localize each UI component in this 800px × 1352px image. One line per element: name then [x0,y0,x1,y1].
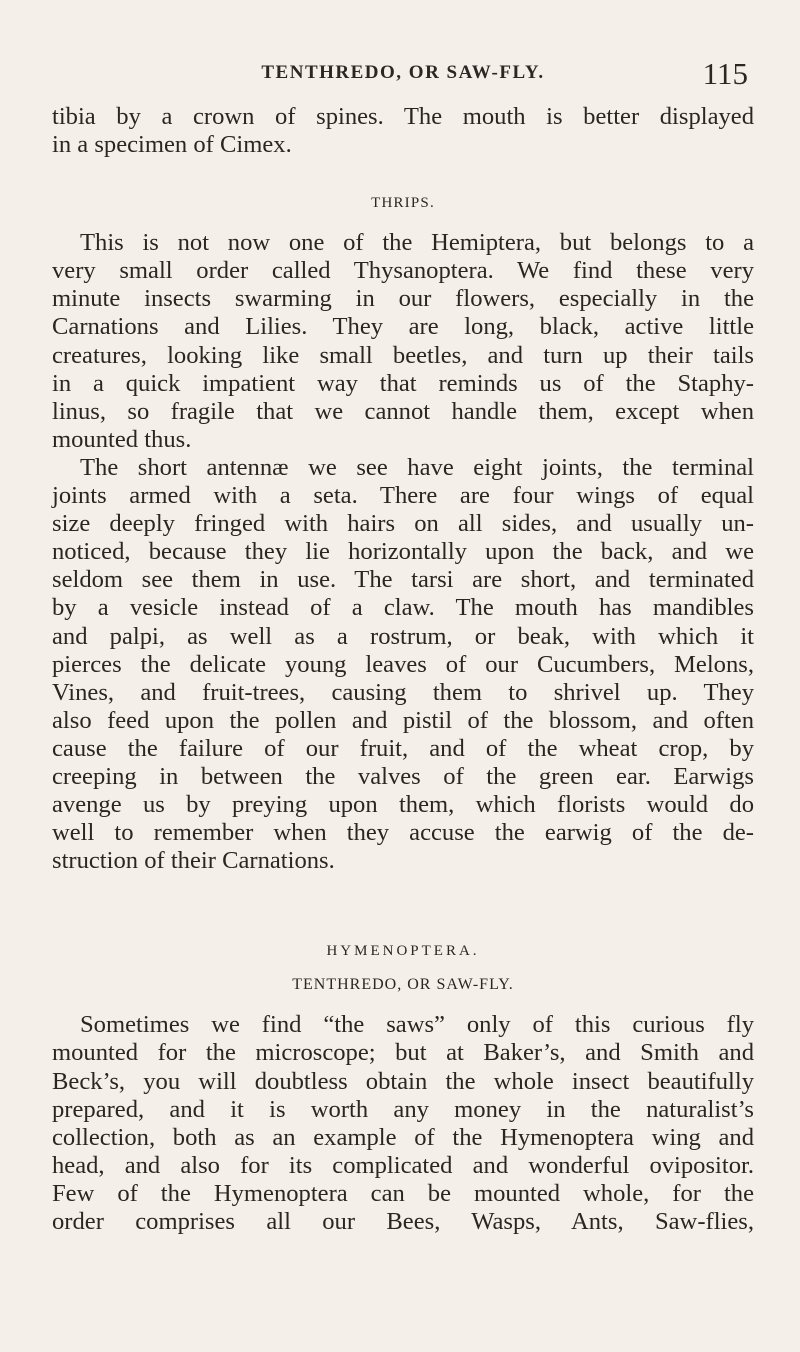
text-line: and palpi, as well as a rostrum, or beak, with which it [52,622,754,650]
text-line: mounted for the microscope; but at Baker’s, and Smith and [52,1039,754,1067]
text-line: Sometimes we find “the saws” only of this curious fly [80,1011,754,1039]
text-line: Vines, and fruit-trees, causing them to shrivel up. They [52,678,754,706]
text-line: mounted thus. [52,425,192,453]
text-line: collection, both as an example of the Hymenoptera wing and [52,1123,754,1151]
text-line: prepared, and it is worth any money in the naturalist’s [52,1095,754,1123]
body-text [52,103,754,1236]
text-line: order comprises all our Bees, Wasps, Ants, Saw-flies, [52,1208,754,1235]
intro-paragraph [52,103,754,159]
hymenoptera-paragraph-1 [52,1011,754,1236]
text-line: cause the failure of our fruit, and of the wheat crop, by [52,734,754,762]
text-line: linus, so fragile that we cannot handle them, except when [52,397,754,425]
text-line: noticed, because they lie horizontally upon the back, and we [52,538,754,566]
section-heading-thrips: THRIPS. [371,195,435,212]
text-line: pierces the delicate young leaves of our Cucumbers, Melons, [52,650,754,678]
text-line: joints armed with a seta. There are four wings of equal [52,482,754,510]
subsection-heading-tenthredo: TENTHREDO, OR SAW-FLY. [292,976,514,994]
thrips-paragraph-2 [52,454,754,875]
text-line: Beck’s, you will doubtless obtain the whole insect beautifully [52,1067,754,1095]
text-line: minute insects swarming in our flowers, especially in the [52,285,754,313]
text-line: tibia by a crown of spines. The mouth is better displayed [52,103,754,130]
running-title: TENTHREDO, OR SAW-FLY. [261,62,545,83]
text-line: creeping in between the valves of the green ear. Earwigs [52,762,754,790]
text-line: This is not now one of the Hemiptera, but belongs to a [80,229,754,257]
text-line: struction of their Carnations. [52,847,335,875]
section-heading-hymenoptera: HYMENOPTERA. [326,943,480,960]
text-line: seldom see them in use. The tarsi are short, and terminated [52,566,754,594]
text-line: well to remember when they accuse the earwig of the de- [52,819,754,847]
text-line: Carnations and Lilies. They are long, black, active little [52,313,754,341]
text-line: creatures, looking like small beetles, and turn up their tails [52,341,754,369]
text-line: Few of the Hymenoptera can be mounted whole, for the [52,1179,754,1207]
text-line: size deeply fringed with hairs on all sides, and usually un- [52,510,754,538]
text-line: in a quick impatient way that reminds us of the Staphy- [52,369,754,397]
text-line: avenge us by preying upon them, which florists would do [52,791,754,819]
text-line: The short antennæ we see have eight joints, the terminal [80,453,754,481]
text-line: also feed upon the pollen and pistil of the blossom, and often [52,706,754,734]
thrips-paragraph-1 [52,229,754,454]
running-head [52,56,754,92]
text-line: in a specimen of Cimex. [52,131,292,159]
text-line: very small order called Thysanoptera. We find these very [52,257,754,285]
text-line: head, and also for its complicated and wonderful ovipositor. [52,1151,754,1179]
page-number: 115 [702,56,748,91]
text-line: by a vesicle instead of a claw. The mouth has mandibles [52,594,754,622]
